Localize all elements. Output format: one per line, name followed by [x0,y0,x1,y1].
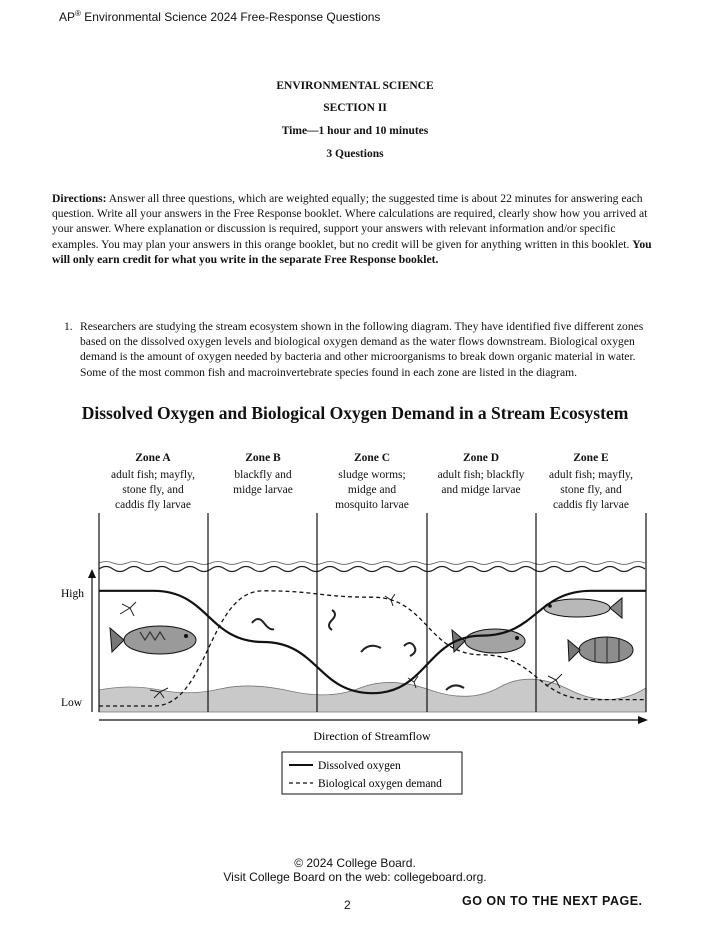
zone-a-line3: caddis fly larvae [115,499,191,511]
worm-icon [252,619,274,629]
section-count: 3 Questions [326,148,384,160]
zone-b-line2: midge larvae [233,484,293,496]
go-on-notice: GO ON TO THE NEXT PAGE. [462,894,643,908]
zone-d-name: Zone D [462,452,500,464]
zone-d-line2: and midge larvae [441,484,521,496]
zone-e-line1: adult fish; mayfly, [549,469,633,481]
fish-icon [110,626,196,654]
directions-bold: You will only earn credit for what you write in the separate Free Response booklet. [52,237,652,266]
zone-c-line3: mosquito larvae [335,499,409,511]
zone-e-line3: caddis fly larvae [553,499,629,511]
figure-title: Dissolved Oxygen and Biological Oxygen Demand in a Stream Ecosystem [81,403,629,423]
y-label-high: High [61,588,84,600]
zone-a-line1: adult fish; mayfly, [111,469,195,481]
larva-icon [446,685,464,690]
zone-a-name: Zone A [135,452,171,464]
fish-icon [544,598,622,618]
directions-label: Directions: [52,192,107,205]
directions-text: Answer all three questions, which are weighted equally; the suggested time is about 22 minutes for answering each question. Write all your answers in the Free Response booklet. Where calculations are required, clearly show how you arrived at your answer. Where explanation or discussion is required, support your answers with relevant information and/or specific examples. You may plan your answers in this orange booklet, but no credit will be given for anything written in this booklet. [52,192,648,251]
zone-c-line2: midge and [347,484,397,496]
legend-bod-label: Biological oxygen demand [318,778,442,790]
section-time: Time—1 hour and 10 minutes [281,125,429,137]
page-number: 2 [344,898,351,912]
streambed [99,679,646,712]
footer-visit: Visit College Board on the web: collegeboard.org. [223,870,487,884]
zone-d-line1: adult fish; blackfly [437,469,525,481]
water-ripple [99,562,645,565]
zone-e-name: Zone E [573,452,609,464]
x-axis-arrow [638,716,648,724]
zone-b-name: Zone B [245,452,281,464]
x-axis-label: Direction of Streamflow [313,729,431,743]
question-1 [66,319,662,380]
worm-icon [329,610,335,630]
zone-c-name: Zone C [353,452,391,464]
fish-icon [568,637,633,663]
directions [52,191,662,267]
legend-do-label: Dissolved oxygen [318,760,401,772]
zone-e-line2: stone fly, and [560,484,622,496]
y-label-low: Low [61,697,83,709]
zone-a-line2: stone fly, and [122,484,184,496]
larva-icon [361,646,381,652]
stream-diagram [0,440,710,810]
water-surface [99,567,645,572]
fish-icon [452,629,525,653]
y-axis-arrow [88,569,96,578]
section-subject: ENVIRONMENTAL SCIENCE [276,80,434,92]
worm-icon [404,643,415,656]
mayfly-icon [120,602,136,616]
question-text: Researchers are studying the stream ecosystem shown in the following diagram. They have identified five different zones based on the dissolved oxygen levels and biological oxygen demand as the water flows downstream. Biological oxygen demand is the amount of oxygen needed by bacteria and other microorganisms to break down organic material in water. Some of the most common fish and macroinvertebrate species found in each zone are listed in the diagram. [80,320,644,379]
page-header: AP® Environmental Science 2024 Free-Response Questions [59,9,381,24]
question-number: 1. [64,320,73,333]
zone-b-line1: blackfly and [234,469,292,481]
zone-c-line1: sludge worms; [338,469,406,481]
section-title: SECTION II [323,102,387,114]
footer-copyright: © 2024 College Board. [294,856,416,870]
